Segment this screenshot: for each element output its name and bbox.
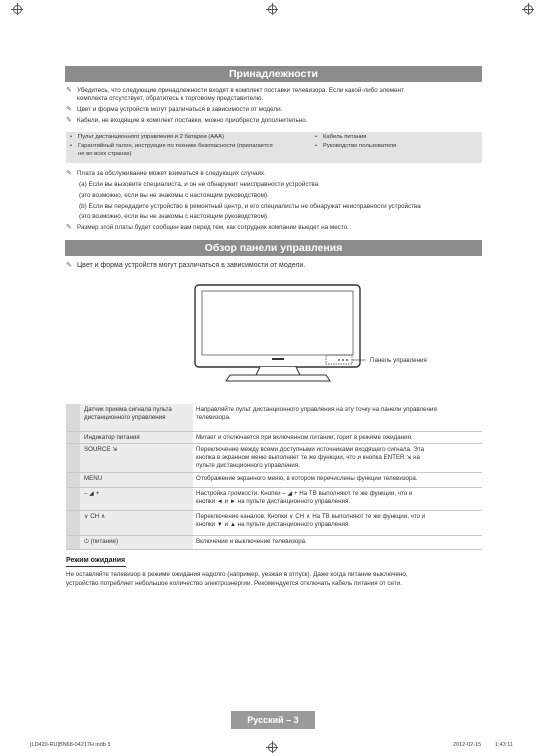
note-cables: ✎ Кабели, не входящие в комплект поставки, можно приобрести дополнительно. [66, 117, 308, 124]
indicator-square [66, 404, 80, 431]
registration-mark-icon [266, 741, 278, 753]
control-name: SOURCE ⇲ [80, 444, 193, 472]
fee-case-b: (b) Если вы передадите устройство в ремонтный центр, и его специалисты не обнаружат неисправности устройства [79, 203, 421, 210]
accessory-item: • Гарантийный талон, инструкция по технике безопасности (прилагается [70, 143, 273, 149]
fee-case-a: (a) Если вы вызовите специалиста, и он не обнаружит неисправности устройства [79, 181, 319, 188]
pen-note-icon: ✎ [66, 170, 72, 177]
standby-title: Режим ожидания [66, 557, 126, 564]
standby-text: Не оставляйте телевизор в режиме ожидания надолго (например, уезжая в отпуск). Даже когда питание выключено, устройство потребляет небольшое количество электроэнергии. Рекомендуется отключать кабель питания от сети. [66, 571, 408, 587]
accessory-item-continuation: не во всех странах) [78, 151, 132, 157]
note-continuation: комплекта отсутствует, обратитесь к торговому представителю. [77, 95, 264, 102]
control-name: ∨ CH ∧ [80, 511, 193, 535]
print-time: 1:43:11 [495, 742, 513, 748]
pen-note-icon: ✎ [66, 87, 72, 94]
panel-label: Панель управления [370, 357, 427, 364]
accessory-item: • Пульт дистанционного управления и 2 батареи (AAA) [70, 134, 225, 140]
control-name: Индикатор питания [80, 432, 193, 443]
indicator-square [66, 444, 80, 472]
pen-note-icon: ✎ [66, 262, 72, 269]
control-description: Мигает и отключается при включенном питании; горит в режиме ожидания. [196, 434, 413, 441]
control-description: Переключение между всеми доступными источниками входящего сигнала. Эта кнопка в экранном меню выполняет те же функции, что и кнопка ENTER ⇲ на пульте дистанционного управления. [196, 446, 425, 469]
note-service-fee: ✎ Плата за обслуживание может взиматься в следующих случаях. [66, 170, 266, 177]
section-title-accessories: Принадлежности [65, 66, 482, 82]
table-row [66, 404, 482, 432]
note-color-shape: ✎ Цвет и форма устройств могут различаться в зависимости от модели. [66, 106, 283, 113]
pen-note-icon: ✎ [66, 106, 72, 113]
indicator-square [66, 473, 80, 487]
table-row [66, 511, 482, 536]
registration-mark-icon [11, 3, 23, 15]
fee-case-b-detail: (это возможно, если вы не знакомы с настоящим руководством). [79, 213, 269, 220]
note-color-shape-panel: ✎ Цвет и форма устройств могут различаться в зависимости от модели. [66, 262, 306, 269]
tv-illustration [190, 280, 440, 385]
control-name: – ◢ + [80, 488, 193, 510]
control-name: MENU [80, 473, 193, 487]
control-description: Настройка громкости. Кнопки – ◢ + На ТВ выполняют те же функции, что и кнопки ◄ и ► на пульте дистанционного управления. [196, 490, 413, 505]
standby-underline [66, 566, 126, 567]
note-accessories-check: ✎ Убедитесь, что следующие принадлежности входят в комплект поставки телевизора. Если какой-либо элемент [66, 87, 404, 94]
page-number-tab: Русский – 3 [231, 711, 315, 729]
indicator-square [66, 488, 80, 510]
pen-note-icon: ✎ [66, 224, 72, 231]
control-name: Датчик приема сигнала пульта дистанционного управления [80, 404, 193, 431]
registration-mark-icon [266, 3, 278, 15]
registration-mark-icon [522, 3, 534, 15]
section-title-control-panel: Обзор панели управления [65, 240, 482, 256]
table-row [66, 473, 482, 488]
indicator-square [66, 511, 80, 535]
pen-note-icon: ✎ [66, 117, 72, 124]
control-description: Включение и выключение телевизора. [196, 538, 307, 545]
table-row [66, 444, 482, 473]
control-description: Направляйте пульт дистанционного управления на эту точку на панели управления телевизора. [196, 406, 437, 421]
indicator-square [66, 536, 80, 549]
control-name: ⏻ (питание) [80, 536, 193, 549]
table-row [66, 536, 482, 550]
control-description: Переключение каналов. Кнопки ∨ CH ∧ На ТВ выполняют те же функции, что и кнопки ▼ и ▲ на пульте дистанционного управления. [196, 513, 426, 528]
indicator-square [66, 432, 80, 443]
note-fee-size: ✎ Размер этой платы будет сообщен вам перед тем, как сотрудник компании выедет на место. [66, 224, 349, 231]
fee-case-a-detail: (это возможно, если вы не знакомы с настоящим руководством). [79, 192, 269, 199]
table-row [66, 432, 482, 444]
print-date: 2012-02-15 [453, 742, 482, 748]
accessory-item: • Кабель питания [315, 134, 367, 140]
accessory-item: • Руководство пользователя [315, 143, 397, 149]
table-row [66, 488, 482, 511]
control-description: Отображение экранного меню, в котором перечислены функции телевизора. [196, 475, 418, 482]
file-name: [LD420-RU]BN68-04217H.indb 3 [30, 742, 111, 748]
